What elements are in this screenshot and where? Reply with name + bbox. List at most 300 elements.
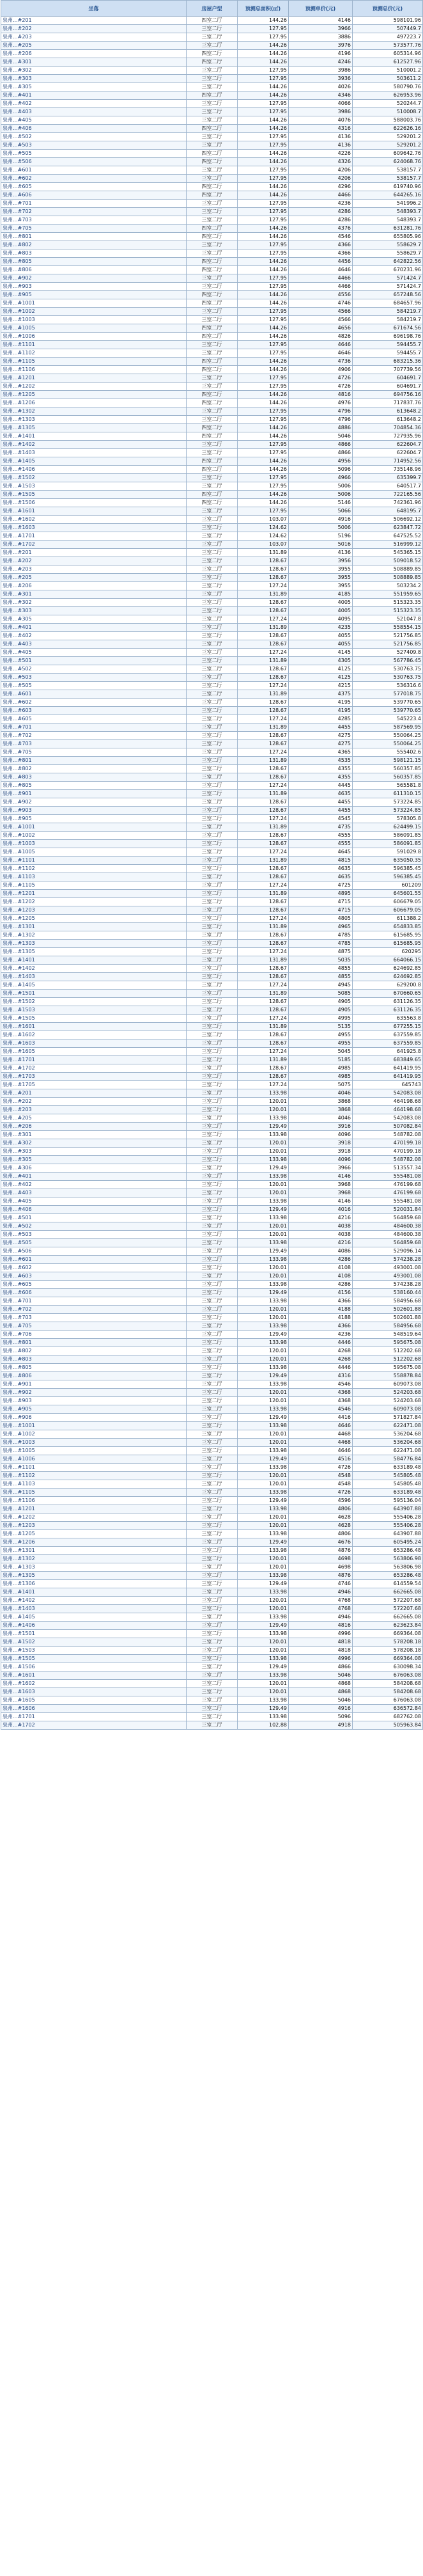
cell-area: 127.24 [238,715,289,723]
cell-total-price: 653286.48 [353,1572,423,1580]
cell-type: 三室二厅 [187,166,238,175]
cell-unit-price: 4545 [289,815,353,823]
cell-unit-price: 4445 [289,782,353,790]
cell-total-price: 645601.55 [353,890,423,898]
table-row [1,1189,423,1197]
cell-unit-price: 3968 [289,1181,353,1189]
cell-unit-price: 4455 [289,723,353,732]
table-row [1,1372,423,1380]
cell-unit-price: 5185 [289,1056,353,1064]
cell-unit-price: 4146 [289,1197,353,1206]
cell-type: 三室二厅 [187,200,238,208]
cell-area: 128.67 [238,865,289,873]
table-row [1,358,423,366]
cell-unit-price: 4195 [289,707,353,715]
cell-unit-price: 4676 [289,1538,353,1547]
cell-unit-price: 4216 [289,1239,353,1247]
cell-type: 三室二厅 [187,1397,238,1405]
cell-area: 133.98 [238,1447,289,1455]
cell-area: 129.49 [238,1414,289,1422]
cell-total-price: 584956.68 [353,1322,423,1331]
cell-type: 三室二厅 [187,1605,238,1613]
cell-type: 四室二厅 [187,225,238,233]
cell-unit-price: 4875 [289,948,353,956]
cell-area: 144.26 [238,258,289,266]
cell-location: 泉州...#601 [1,690,187,699]
cell-location: 泉州...#1505 [1,1015,187,1023]
table-row [1,474,423,482]
cell-unit-price: 4715 [289,898,353,906]
cell-area: 127.24 [238,948,289,956]
cell-area: 128.67 [238,906,289,915]
cell-area: 128.67 [238,873,289,881]
cell-area: 127.24 [238,848,289,857]
table-row [1,1522,423,1530]
cell-location: 泉州...#805 [1,258,187,266]
cell-area: 144.26 [238,225,289,233]
cell-unit-price: 4985 [289,1064,353,1073]
cell-location: 泉州...#1502 [1,1638,187,1647]
cell-type: 三室二厅 [187,1322,238,1331]
table-row [1,507,423,516]
cell-unit-price: 4866 [289,441,353,449]
cell-type: 三室二厅 [187,657,238,665]
cell-unit-price: 4206 [289,175,353,183]
table-row [1,399,423,407]
cell-type: 三室二厅 [187,1231,238,1239]
table-row [1,1048,423,1056]
cell-area: 133.98 [238,1131,289,1139]
cell-location: 泉州...#1105 [1,1489,187,1497]
cell-area: 120.01 [238,1680,289,1688]
cell-area: 133.98 [238,1588,289,1597]
cell-unit-price: 4768 [289,1597,353,1605]
cell-location: 泉州...#1406 [1,466,187,474]
cell-location: 泉州...#703 [1,216,187,225]
cell-area: 131.89 [238,1023,289,1031]
cell-unit-price: 4268 [289,1355,353,1364]
cell-unit-price: 4005 [289,607,353,615]
cell-unit-price: 4368 [289,1397,353,1405]
cell-area: 127.24 [238,782,289,790]
cell-type: 三室二厅 [187,1538,238,1547]
table-row [1,166,423,175]
cell-type: 三室二厅 [187,416,238,424]
cell-location: 泉州...#301 [1,590,187,599]
cell-location: 泉州...#1101 [1,857,187,865]
cell-area: 128.67 [238,574,289,582]
cell-area: 144.26 [238,183,289,191]
table-row [1,1613,423,1622]
table-row [1,116,423,125]
cell-area: 124.62 [238,524,289,532]
cell-location: 泉州...#1302 [1,931,187,940]
cell-location: 泉州...#902 [1,274,187,283]
cell-type: 四室二厅 [187,17,238,25]
cell-area: 144.26 [238,233,289,241]
cell-type: 三室二厅 [187,1289,238,1297]
cell-area: 144.26 [238,399,289,407]
cell-type: 四室二厅 [187,299,238,308]
cell-unit-price: 4548 [289,1472,353,1480]
cell-location: 泉州...#302 [1,599,187,607]
cell-area: 133.98 [238,1214,289,1222]
cell-type: 三室二厅 [187,715,238,723]
cell-location: 泉州...#203 [1,33,187,42]
cell-location: 泉州...#1202 [1,1513,187,1522]
cell-unit-price: 5096 [289,1713,353,1721]
cell-unit-price: 4366 [289,241,353,249]
cell-location: 泉州...#901 [1,790,187,798]
table-row [1,266,423,274]
cell-type: 三室二厅 [187,516,238,524]
cell-type: 三室二厅 [187,1439,238,1447]
cell-location: 泉州...#905 [1,815,187,823]
table-row [1,1513,423,1522]
cell-location: 泉州...#1106 [1,366,187,374]
cell-total-price: 635050.35 [353,857,423,865]
cell-location: 泉州...#1001 [1,1422,187,1430]
cell-area: 133.98 [238,1613,289,1622]
cell-total-price: 567786.45 [353,657,423,665]
cell-type: 三室二厅 [187,407,238,416]
cell-unit-price: 4646 [289,266,353,274]
cell-unit-price: 4216 [289,1214,353,1222]
table-row [1,590,423,599]
table-row [1,565,423,574]
cell-unit-price: 4556 [289,291,353,299]
cell-area: 133.98 [238,1713,289,1721]
cell-area: 128.67 [238,798,289,807]
cell-unit-price: 3916 [289,1123,353,1131]
cell-unit-price: 4796 [289,407,353,416]
table-row [1,1380,423,1389]
cell-type: 三室二厅 [187,1563,238,1572]
cell-type: 三室二厅 [187,541,238,549]
cell-unit-price: 4796 [289,416,353,424]
cell-location: 泉州...#1306 [1,1580,187,1588]
cell-unit-price: 4715 [289,906,353,915]
cell-type: 三室二厅 [187,915,238,923]
cell-unit-price: 4296 [289,183,353,191]
cell-unit-price: 4955 [289,1031,353,1039]
cell-area: 128.67 [238,1064,289,1073]
cell-total-price: 655805.96 [353,233,423,241]
cell-area: 128.67 [238,898,289,906]
table-row [1,1314,423,1322]
cell-total-price: 609642.76 [353,150,423,158]
cell-total-price: 508889.85 [353,574,423,582]
cell-type: 三室二厅 [187,765,238,773]
table-row [1,840,423,848]
cell-total-price: 683849.65 [353,1056,423,1064]
cell-total-price: 571424.7 [353,274,423,283]
cell-type: 三室二厅 [187,1480,238,1489]
cell-total-price: 548519.64 [353,1331,423,1339]
cell-area: 129.49 [238,1247,289,1256]
cell-type: 四室二厅 [187,424,238,432]
cell-unit-price: 4096 [289,1156,353,1164]
cell-location: 泉州...#402 [1,632,187,640]
cell-total-price: 563806.98 [353,1563,423,1572]
cell-unit-price: 4005 [289,599,353,607]
cell-unit-price: 5006 [289,491,353,499]
cell-unit-price: 4038 [289,1222,353,1231]
cell-type: 三室二厅 [187,898,238,906]
cell-area: 127.95 [238,383,289,391]
table-row [1,33,423,42]
cell-total-price: 515323.35 [353,599,423,607]
cell-type: 三室二厅 [187,632,238,640]
cell-location: 泉州...#302 [1,1139,187,1148]
cell-unit-price: 4455 [289,798,353,807]
cell-type: 三室二厅 [187,674,238,682]
cell-total-price: 584776.84 [353,1455,423,1464]
table-row [1,158,423,166]
cell-total-price: 521756.85 [353,632,423,640]
cell-unit-price: 4305 [289,657,353,665]
table-row [1,699,423,707]
cell-type: 三室二厅 [187,133,238,141]
table-row [1,1123,423,1131]
cell-area: 144.26 [238,324,289,333]
cell-type: 三室二厅 [187,274,238,283]
cell-total-price: 643907.88 [353,1505,423,1513]
cell-total-price: 565581.8 [353,782,423,790]
cell-type: 三室二厅 [187,1705,238,1713]
cell-location: 泉州...#701 [1,1297,187,1306]
cell-unit-price: 3955 [289,565,353,574]
cell-location: 泉州...#1005 [1,848,187,857]
cell-type: 三室二厅 [187,1297,238,1306]
cell-location: 泉州...#903 [1,807,187,815]
cell-total-price: 633189.48 [353,1489,423,1497]
table-row [1,1447,423,1455]
cell-type: 三室二厅 [187,1671,238,1680]
cell-unit-price: 4156 [289,1289,353,1297]
cell-type: 三室二厅 [187,1572,238,1580]
cell-unit-price: 4965 [289,923,353,931]
cell-location: 泉州...#401 [1,91,187,100]
cell-total-price: 662665.08 [353,1613,423,1622]
cell-type: 三室二厅 [187,923,238,931]
cell-type: 三室二厅 [187,1256,238,1264]
cell-location: 泉州...#1005 [1,1447,187,1455]
cell-type: 三室二厅 [187,665,238,674]
cell-location: 泉州...#406 [1,125,187,133]
header-area: 预测总面积(㎡) [238,1,289,17]
cell-type: 四室二厅 [187,399,238,407]
cell-type: 三室二厅 [187,1364,238,1372]
cell-total-price: 558878.84 [353,1372,423,1380]
cell-total-price: 507449.7 [353,25,423,33]
cell-total-price: 609073.08 [353,1380,423,1389]
table-row [1,582,423,590]
cell-type: 三室二厅 [187,740,238,748]
table-row [1,1148,423,1156]
cell-total-price: 584208.68 [353,1680,423,1688]
cell-type: 三室二厅 [187,1588,238,1597]
cell-location: 泉州...#1201 [1,374,187,383]
table-row [1,956,423,965]
cell-area: 128.67 [238,607,289,615]
cell-location: 泉州...#1401 [1,1588,187,1597]
cell-type: 三室二厅 [187,807,238,815]
cell-type: 三室二厅 [187,823,238,832]
cell-total-price: 538157.7 [353,166,423,175]
cell-type: 三室二厅 [187,83,238,91]
cell-unit-price: 4535 [289,757,353,765]
cell-unit-price: 4855 [289,965,353,973]
cell-total-price: 564859.68 [353,1239,423,1247]
cell-total-price: 620295 [353,948,423,956]
cell-area: 131.89 [238,690,289,699]
cell-type: 三室二厅 [187,798,238,807]
cell-location: 泉州...#202 [1,25,187,33]
cell-location: 泉州...#202 [1,557,187,565]
cell-unit-price: 4596 [289,1497,353,1505]
cell-location: 泉州...#706 [1,1331,187,1339]
cell-location: 泉州...#802 [1,1347,187,1355]
cell-area: 128.67 [238,940,289,948]
cell-area: 129.49 [238,1455,289,1464]
cell-unit-price: 4996 [289,1655,353,1663]
cell-location: 泉州...#203 [1,1106,187,1114]
cell-area: 128.67 [238,640,289,649]
cell-total-price: 641419.95 [353,1073,423,1081]
cell-total-price: 622471.08 [353,1447,423,1455]
cell-total-price: 605314.96 [353,50,423,58]
cell-type: 三室二厅 [187,1098,238,1106]
cell-unit-price: 5035 [289,956,353,965]
table-row [1,557,423,565]
table-row [1,1555,423,1563]
cell-unit-price: 4046 [289,1089,353,1098]
cell-type: 三室二厅 [187,532,238,541]
cell-location: 泉州...#1101 [1,341,187,349]
cell-unit-price: 4366 [289,1322,353,1331]
cell-type: 三室二厅 [187,1123,238,1131]
table-row [1,225,423,233]
cell-type: 四室二厅 [187,432,238,441]
cell-area: 133.98 [238,1364,289,1372]
cell-total-price: 648195.7 [353,507,423,516]
cell-total-price: 470199.18 [353,1148,423,1156]
cell-unit-price: 4726 [289,1489,353,1497]
cell-total-price: 524203.68 [353,1397,423,1405]
cell-area: 144.26 [238,83,289,91]
cell-area: 128.67 [238,632,289,640]
cell-type: 三室二厅 [187,1189,238,1197]
cell-area: 127.24 [238,881,289,890]
cell-unit-price: 4895 [289,890,353,898]
cell-unit-price: 3966 [289,25,353,33]
cell-type: 四室二厅 [187,158,238,166]
table-row [1,740,423,748]
cell-total-price: 606679.05 [353,898,423,906]
cell-area: 131.89 [238,757,289,765]
cell-location: 泉州...#1602 [1,516,187,524]
cell-area: 131.89 [238,549,289,557]
cell-area: 127.95 [238,241,289,249]
cell-type: 三室二厅 [187,956,238,965]
cell-total-price: 524203.68 [353,1389,423,1397]
cell-location: 泉州...#705 [1,225,187,233]
cell-area: 144.26 [238,491,289,499]
cell-unit-price: 4956 [289,457,353,466]
table-row [1,1206,423,1214]
cell-location: 泉州...#803 [1,773,187,782]
cell-type: 三室二厅 [187,1006,238,1015]
cell-unit-price: 4046 [289,1114,353,1123]
table-row [1,1281,423,1289]
cell-type: 三室二厅 [187,590,238,599]
cell-unit-price: 5046 [289,1696,353,1705]
table-row [1,449,423,457]
table-row [1,108,423,116]
cell-unit-price: 4646 [289,349,353,358]
cell-area: 127.95 [238,507,289,516]
cell-area: 133.98 [238,1505,289,1513]
cell-total-price: 613648.2 [353,416,423,424]
cell-unit-price: 4698 [289,1563,353,1572]
cell-total-price: 644265.16 [353,191,423,200]
cell-type: 三室二厅 [187,1455,238,1464]
cell-total-price: 555406.28 [353,1513,423,1522]
cell-type: 三室二厅 [187,1597,238,1605]
cell-type: 三室二厅 [187,474,238,482]
cell-total-price: 464198.68 [353,1106,423,1114]
cell-total-price: 605495.24 [353,1538,423,1547]
table-row [1,773,423,782]
cell-area: 128.67 [238,807,289,815]
cell-area: 127.24 [238,815,289,823]
cell-area: 129.49 [238,1497,289,1505]
cell-type: 四室二厅 [187,358,238,366]
cell-location: 泉州...#1402 [1,441,187,449]
cell-total-price: 555481.08 [353,1173,423,1181]
cell-area: 133.98 [238,1114,289,1123]
cell-area: 133.98 [238,1380,289,1389]
cell-total-price: 637559.85 [353,1031,423,1039]
cell-area: 133.98 [238,1339,289,1347]
table-row [1,191,423,200]
cell-location: 泉州...#1005 [1,324,187,333]
cell-type: 三室二厅 [187,607,238,615]
cell-type: 三室二厅 [187,1039,238,1048]
cell-type: 三室二厅 [187,1148,238,1156]
table-row [1,1173,423,1181]
cell-total-price: 545223.4 [353,715,423,723]
cell-total-price: 548782.08 [353,1131,423,1139]
cell-total-price: 629200.8 [353,981,423,990]
cell-area: 120.01 [238,1189,289,1197]
cell-area: 120.01 [238,1272,289,1281]
cell-area: 133.98 [238,1489,289,1497]
cell-location: 泉州...#1305 [1,948,187,956]
table-row [1,1231,423,1239]
cell-type: 三室二厅 [187,890,238,898]
cell-location: 泉州...#1703 [1,1073,187,1081]
cell-area: 144.26 [238,432,289,441]
cell-total-price: 506692.12 [353,516,423,524]
cell-type: 三室二厅 [187,832,238,840]
cell-area: 131.89 [238,956,289,965]
cell-unit-price: 5196 [289,532,353,541]
cell-unit-price: 4346 [289,91,353,100]
table-row [1,707,423,715]
cell-unit-price: 4806 [289,1505,353,1513]
